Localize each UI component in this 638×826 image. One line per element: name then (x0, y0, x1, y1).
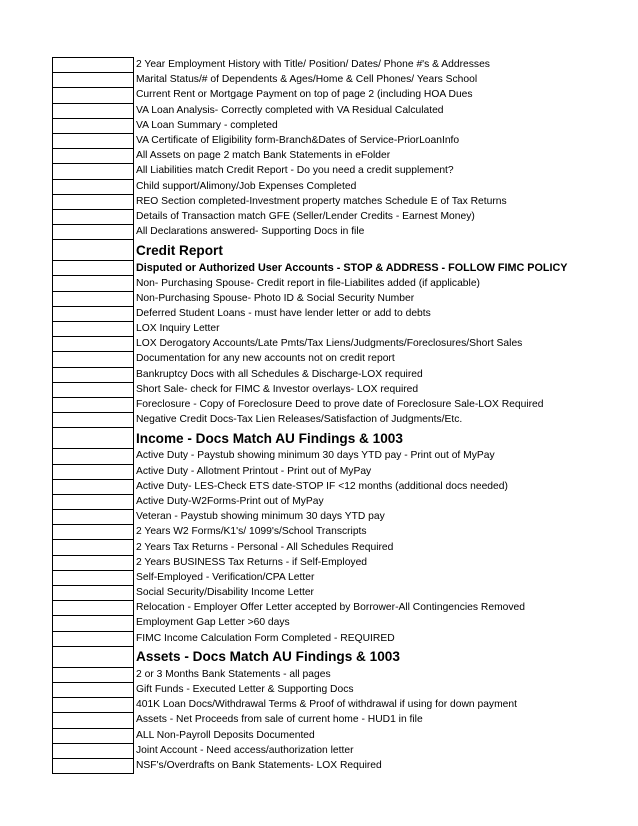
checklist-item-label: All Assets on page 2 match Bank Statements in eFolder (136, 150, 391, 162)
checklist-row (53, 291, 569, 306)
checklist-row (53, 133, 569, 148)
checkbox-cell[interactable] (53, 728, 134, 743)
checklist-item-label: NSF's/Overdrafts on Bank Statements- LOX Required (136, 759, 382, 771)
checkbox-cell[interactable] (53, 586, 134, 601)
checklist-item-label: LOX Inquiry Letter (136, 323, 220, 335)
checkbox-cell[interactable] (53, 449, 134, 464)
checkbox-cell[interactable] (53, 682, 134, 697)
checklist-item-label: Non-Purchasing Spouse- Photo ID & Social Security Number (136, 292, 415, 304)
checklist-row (53, 306, 569, 321)
checklist-item-label: 2 Years Tax Returns - Personal - All Schedules Required (136, 541, 394, 553)
checklist-item-label: FIMC Income Calculation Form Completed - REQUIRED (136, 632, 395, 644)
checklist-row (53, 743, 569, 758)
checklist-item-label: 2 Years W2 Forms/K1's/ 1099's/School Transcripts (136, 526, 367, 538)
checkbox-cell[interactable] (53, 225, 134, 240)
checklist-row (53, 73, 569, 88)
checkbox-cell[interactable] (53, 322, 134, 337)
checklist-row (53, 698, 569, 713)
checklist-row (53, 570, 569, 585)
checkbox-cell[interactable] (53, 758, 134, 773)
checklist-item-label: LOX Derogatory Accounts/Late Pmts/Tax Liens/Judgments/Foreclosures/Short Sales (136, 338, 523, 350)
checkbox-cell[interactable] (53, 494, 134, 509)
checkbox-cell[interactable] (53, 743, 134, 758)
checklist-row (53, 118, 569, 133)
checkbox-cell[interactable] (53, 367, 134, 382)
checklist-row (53, 149, 569, 164)
checklist-row (53, 682, 569, 697)
checkbox-cell[interactable] (53, 540, 134, 555)
checklist-row (53, 479, 569, 494)
checkbox-cell[interactable] (53, 291, 134, 306)
checklist-row (53, 58, 569, 73)
checklist-item-label: VA Loan Summary - completed (136, 119, 278, 131)
checklist-item-label: 2 Year Employment History with Title/ Position/ Dates/ Phone #'s & Addresses (136, 59, 490, 71)
checkbox-cell[interactable] (53, 631, 134, 646)
checklist-row (53, 464, 569, 479)
checklist-row (53, 337, 569, 352)
section-heading: Assets - Docs Match AU Findings & 1003 (136, 649, 400, 665)
checklist-item-label: Non- Purchasing Spouse- Credit report in file-Liabilites added (if applicable) (136, 277, 480, 289)
checklist-item-label: Employment Gap Letter >60 days (136, 617, 290, 629)
checklist-row (53, 413, 569, 428)
checklist-row (53, 616, 569, 631)
checklist-table (52, 57, 569, 774)
checklist-row (53, 631, 569, 646)
checklist-item-label: All Declarations answered- Supporting Docs in file (136, 226, 365, 238)
section-row (53, 646, 569, 667)
section-heading: Income - Docs Match AU Findings & 1003 (136, 430, 403, 446)
checkbox-cell[interactable] (53, 352, 134, 367)
checkbox-cell[interactable] (53, 646, 134, 667)
checklist-item-label: Current Rent or Mortgage Payment on top of page 2 (including HOA Dues (136, 89, 473, 101)
checkbox-cell[interactable] (53, 713, 134, 728)
checklist-item-label: Active Duty - Allotment Printout - Print out of MyPay (136, 465, 372, 477)
checkbox-cell[interactable] (53, 240, 134, 261)
checkbox-cell[interactable] (53, 601, 134, 616)
checklist-item-label: Active Duty-W2Forms-Print out of MyPay (136, 495, 324, 507)
checklist-row (53, 667, 569, 682)
checkbox-cell[interactable] (53, 525, 134, 540)
checklist-row (53, 397, 569, 412)
checkbox-cell[interactable] (53, 73, 134, 88)
checklist-row (53, 713, 569, 728)
checklist-item-label: REO Section completed-Investment property matches Schedule E of Tax Returns (136, 195, 507, 207)
checklist-row (53, 225, 569, 240)
checkbox-cell[interactable] (53, 164, 134, 179)
checklist-row (53, 194, 569, 209)
checklist-row (53, 540, 569, 555)
checklist-item-label: 2 or 3 Months Bank Statements - all pages (136, 668, 331, 680)
checklist-item-label: Active Duty - Paystub showing minimum 30 days YTD pay - Print out of MyPay (136, 450, 495, 462)
section-row (53, 261, 569, 276)
checkbox-cell[interactable] (53, 397, 134, 412)
checkbox-cell[interactable] (53, 103, 134, 118)
checkbox-cell[interactable] (53, 149, 134, 164)
checklist-item-label: VA Loan Analysis- Correctly completed with VA Residual Calculated (136, 104, 444, 116)
checklist-row (53, 758, 569, 773)
checkbox-cell[interactable] (53, 209, 134, 224)
checklist-row (53, 728, 569, 743)
checkbox-cell[interactable] (53, 58, 134, 73)
checklist-row (53, 103, 569, 118)
checkbox-cell[interactable] (53, 428, 134, 449)
checkbox-cell[interactable] (53, 570, 134, 585)
checklist-row (53, 322, 569, 337)
checkbox-cell[interactable] (53, 179, 134, 194)
checklist-item-label: Documentation for any new accounts not on credit report (136, 353, 395, 365)
checklist-item-label: Deferred Student Loans - must have lender letter or add to debts (136, 307, 431, 319)
checklist-row (53, 601, 569, 616)
checklist-row (53, 179, 569, 194)
checklist-row (53, 367, 569, 382)
checklist-item-label: Child support/Alimony/Job Expenses Completed (136, 180, 357, 192)
checklist-item-label: Veteran - Paystub showing minimum 30 days YTD pay (136, 511, 385, 523)
checklist-row (53, 88, 569, 103)
checklist-item-label: Social Security/Disability Income Letter (136, 587, 314, 599)
checklist-item-label: Details of Transaction match GFE (Seller/Lender Credits - Earnest Money) (136, 210, 475, 222)
checklist-row (53, 209, 569, 224)
checkbox-cell[interactable] (53, 698, 134, 713)
checklist-row (53, 510, 569, 525)
checklist-row (53, 555, 569, 570)
checkbox-cell[interactable] (53, 306, 134, 321)
checklist-item-label: ALL Non-Payroll Deposits Documented (136, 729, 315, 741)
section-row (53, 240, 569, 261)
checklist-item-label: Bankruptcy Docs with all Schedules & Discharge-LOX required (136, 368, 423, 380)
checklist-row (53, 449, 569, 464)
checklist-row (53, 525, 569, 540)
checklist-row (53, 382, 569, 397)
checklist-item-label: Marital Status/# of Dependents & Ages/Home & Cell Phones/ Years School (136, 74, 478, 86)
section-row (53, 428, 569, 449)
checklist-row (53, 276, 569, 291)
checklist-item-label: Active Duty- LES-Check ETS date-STOP IF <12 months (additional docs needed) (136, 480, 508, 492)
checkbox-cell[interactable] (53, 382, 134, 397)
checklist-body (53, 58, 569, 774)
checklist-item-label: VA Certificate of Eligibility form-Branch&Dates of Service-PriorLoanInfo (136, 135, 460, 147)
checklist-item-label: Assets - Net Proceeds from sale of current home - HUD1 in file (136, 714, 423, 726)
checkbox-cell[interactable] (53, 667, 134, 682)
checklist-item-label: All Liabilities match Credit Report - Do you need a credit supplement? (136, 165, 454, 177)
checkbox-cell[interactable] (53, 88, 134, 103)
checkbox-cell[interactable] (53, 133, 134, 148)
checklist-item-label: Relocation - Employer Offer Letter accepted by Borrower-All Contingencies Removed (136, 602, 525, 614)
checklist-item-label: Joint Account - Need access/authorization letter (136, 744, 354, 756)
checklist-row (53, 352, 569, 367)
checklist-item-label: Foreclosure - Copy of Foreclosure Deed to prove date of Foreclosure Sale-LOX Required (136, 399, 544, 411)
section-heading: Disputed or Authorized User Accounts - STOP & ADDRESS - FOLLOW FIMC POLICY (136, 262, 568, 275)
checkbox-cell[interactable] (53, 413, 134, 428)
checkbox-cell[interactable] (53, 616, 134, 631)
checklist-item-label: Self-Employed - Verification/CPA Letter (136, 571, 315, 583)
section-heading: Credit Report (136, 242, 223, 258)
checklist-row (53, 586, 569, 601)
checklist-row (53, 164, 569, 179)
checklist-item-label: Short Sale- check for FIMC & Investor overlays- LOX required (136, 383, 419, 395)
checklist-item-label: 401K Loan Docs/Withdrawal Terms & Proof of withdrawal if using for down payment (136, 699, 517, 711)
checklist-row (53, 494, 569, 509)
checkbox-cell[interactable] (53, 261, 134, 276)
checklist-item-label: 2 Years BUSINESS Tax Returns - if Self-Employed (136, 556, 368, 568)
checkbox-cell[interactable] (53, 555, 134, 570)
checklist-item-label: Negative Credit Docs-Tax Lien Releases/Satisfaction of Judgments/Etc. (136, 414, 463, 426)
checklist-item-label: Gift Funds - Executed Letter & Supporting Docs (136, 684, 354, 696)
checkbox-cell[interactable] (53, 118, 134, 133)
checkbox-cell[interactable] (53, 479, 134, 494)
checkbox-cell[interactable] (53, 337, 134, 352)
checkbox-cell[interactable] (53, 464, 134, 479)
checkbox-cell[interactable] (53, 194, 134, 209)
checkbox-cell[interactable] (53, 510, 134, 525)
checkbox-cell[interactable] (53, 276, 134, 291)
